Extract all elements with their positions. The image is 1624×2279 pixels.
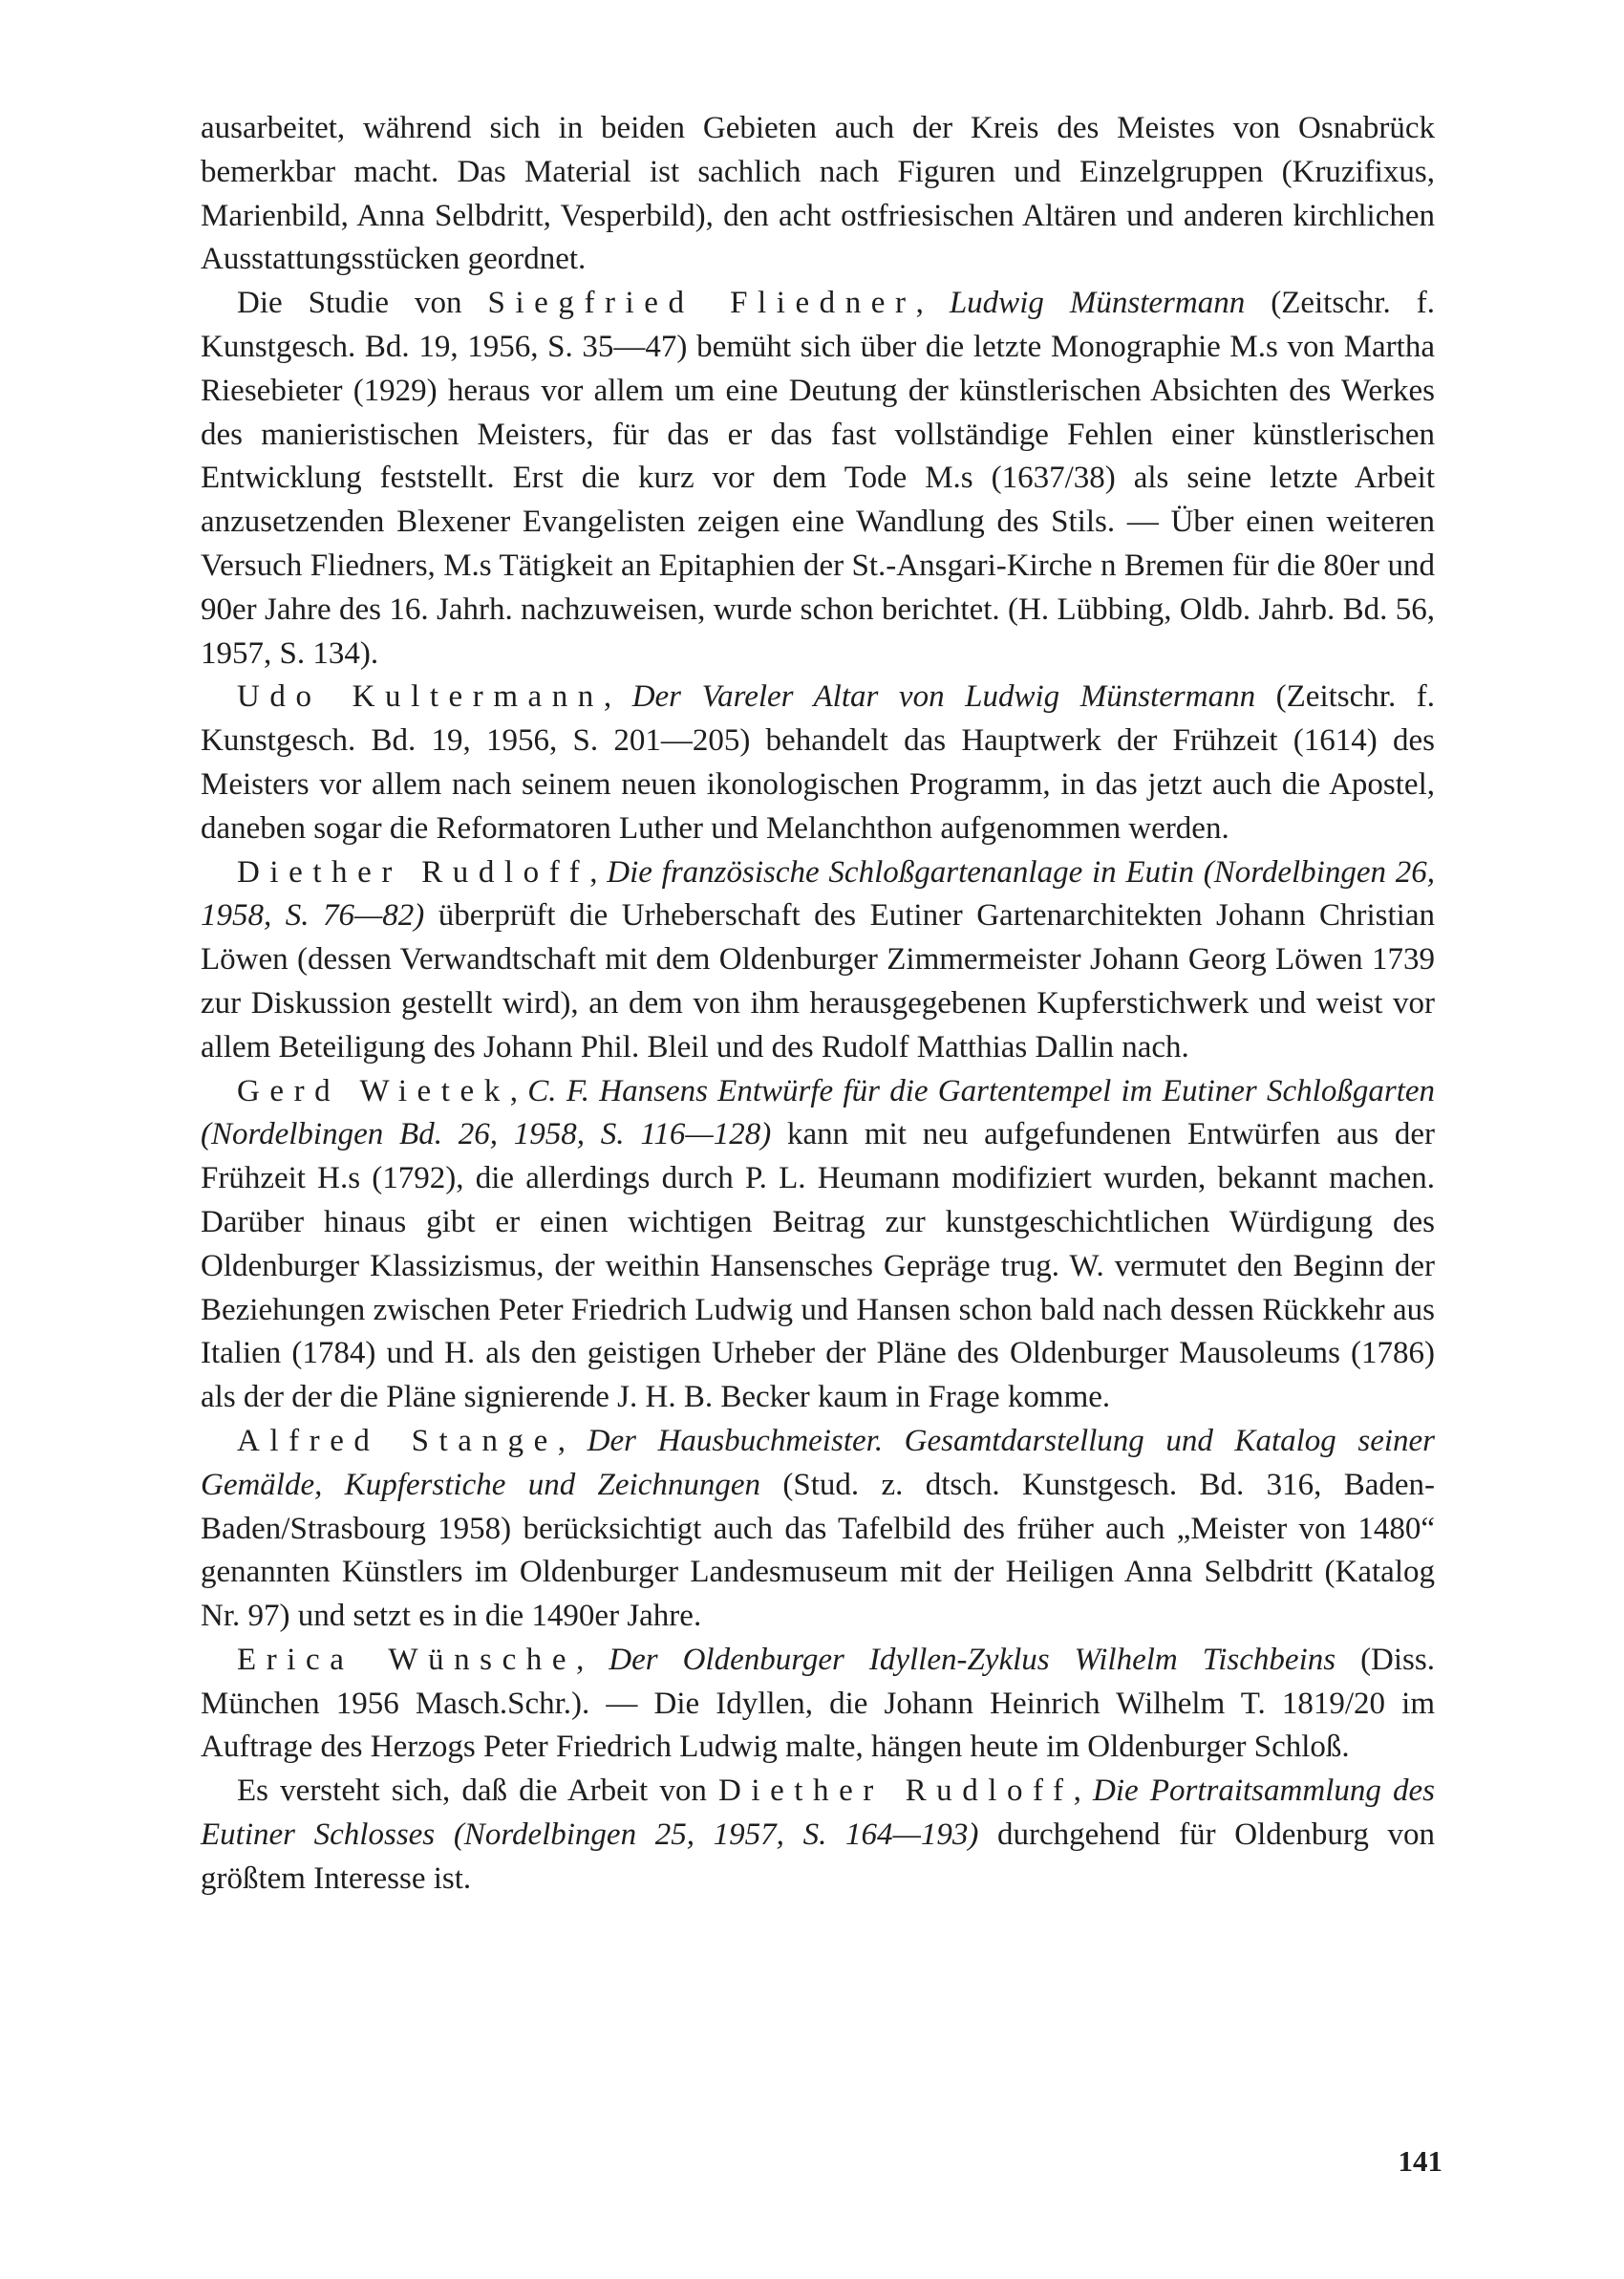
work-title: Der Oldenburger Idyllen-Zyklus Wilhelm Tischbeins	[609, 1642, 1336, 1677]
work-title: Der Hausbuchmeister. Gesamtdarstellung und Katalog seiner Gemälde, Kupferstiche und Zeichnungen	[201, 1423, 1435, 1502]
work-title: Die Portraitsammlung des Eutiner Schlosses (Nordelbingen 25, 1957, S. 164—193)	[201, 1774, 1435, 1853]
author-name: Alfred Stange	[237, 1423, 558, 1458]
body-text: ,	[1073, 1774, 1093, 1809]
author-name: Siegfried Fliedner	[487, 286, 916, 321]
body-text: ausarbeitet, während sich in beiden Gebieten auch der Kreis des Meistes von Osnabrück bemerkbar macht. Das Material ist sachlich nach Figuren und Einzelgruppen (Kruzifixus, Marienbild, Anna Selbdritt, Vesperbild), den acht ostfriesischen Altären und anderen kirchlichen Ausstattungsstücken geordnet.	[201, 111, 1435, 277]
body-text: Es versteht sich, daß die Arbeit von	[237, 1774, 718, 1809]
body-text: Die Studie von	[237, 286, 488, 321]
body-text: ,	[603, 679, 632, 715]
paragraph	[201, 282, 1435, 676]
work-title: Der Vareler Altar von Ludwig Münstermann	[631, 679, 1256, 715]
author-name: Diether Rudloff	[237, 854, 590, 890]
body-text: ,	[915, 286, 950, 321]
work-title: C. F. Hansens Entwürfe für die Gartentempel im Eutiner Schloßgarten (Nordelbingen Bd. 26, 1958, S. 116—128)	[201, 1073, 1436, 1152]
paragraph	[201, 676, 1435, 850]
body-text: ,	[589, 854, 608, 890]
document-page	[201, 107, 1435, 1902]
author-name: Diether Rudloff	[717, 1774, 1074, 1809]
body-text: (Diss. München 1956 Masch.Schr.). — Die Idyllen, die Johann Heinrich Wilhelm T. 1819/20 im Auftrage des Herzogs Peter Friedrich Ludwig malte, hängen heute im Oldenburger Schloß.	[201, 1642, 1435, 1765]
paragraph	[201, 1070, 1435, 1420]
body-text: durchgehend für Oldenburg von größtem Interesse ist.	[201, 1817, 1436, 1896]
body-text: (Stud. z. dtsch. Kunstgesch. Bd. 316, Baden-Baden/Strasbourg 1958) berücksichtigt auch das Tafelbild des früher auch „Meister von 1480“ genannten Künstlers im Oldenburger Landesmuseum mit der Heiligen Anna Selbdritt (Katalog Nr. 97) und setzt es in die 1490er Jahre.	[201, 1467, 1435, 1634]
body-text: (Zeitschr. f. Kunstgesch. Bd. 19, 1956, S. 35—47) bemüht sich über die letzte Monographie M.s von Martha Riesebieter (1929) heraus vor allem um eine Deutung der künstlerischen Absichten des Werkes des manieristischen Meisters, für das er das fast vollständige Fehlen einer künstlerischen Entwicklung feststellt. Erst die kurz vor dem Tode M.s (1637/38) als seine letzte Arbeit anzusetzenden Blexener Evangelisten zeigen eine Wandlung des Stils. — Über einen weiteren Versuch Fliedners, M.s Tätigkeit an Epitaphien der St.-Ansgari-Kirche n Bremen für die 80er und 90er Jahre des 16. Jahrh. nachzuweisen, wurde schon berichtet. (H. Lübbing, Oldb. Jahrb. Bd. 56, 1957, S. 134).	[201, 286, 1436, 671]
work-title: Ludwig Münstermann	[949, 286, 1246, 321]
paragraph	[201, 1770, 1435, 1901]
body-text: kann mit neu aufgefundenen Entwürfen aus der Frühzeit H.s (1792), die allerdings durch P. L. Heumann modifiziert wurden, bekannt machen. Darüber hinaus gibt er einen wichtigen Beitrag zur kunstgeschichtlichen Würdigung des Oldenburger Klassizismus, der weithin Hansensches Gepräge trug. W. vermutet den Beginn der Beziehungen zwischen Peter Friedrich Ludwig und Hansen schon bald nach dessen Rückkehr aus Italien (1784) und H. als den geistigen Urheber der Pläne des Oldenburger Mausoleums (1786) als der der die Pläne signierende J. H. B. Becker kaum in Frage komme.	[201, 1117, 1435, 1415]
page-number: 141	[1398, 2144, 1442, 2178]
paragraph	[201, 851, 1435, 1070]
body-text: (Zeitschr. f. Kunstgesch. Bd. 19, 1956, S. 201—205) behandelt das Hauptwerk der Frühzeit (1614) des Meisters vor allem nach seinem neuen ikonologischen Programm, in das jetzt auch die Apostel, daneben sogar die Reformatoren Luther und Melanchthon aufgenommen werden.	[201, 679, 1436, 846]
work-title: Die französische Schloßgartenanlage in Eutin (Nordelbingen 26, 1958, S. 76—82)	[201, 854, 1435, 934]
body-text: ,	[557, 1423, 588, 1458]
author-name: Erica Wünsche	[237, 1642, 577, 1677]
body-text: ,	[509, 1073, 528, 1108]
body-text: überprüft die Urheberschaft des Eutiner Gartenarchitekten Johann Christian Löwen (dessen Verwandtschaft mit dem Oldenburger Zimmermeister Johann Georg Löwen 1739 zur Diskussion gestellt wird), an dem von ihm herausgegebenen Kupferstichwerk und weist vor allem Beteiligung des Johann Phil. Bleil und des Rudolf Matthias Dallin nach.	[201, 898, 1435, 1064]
paragraph	[201, 1420, 1435, 1639]
body-text: ,	[576, 1642, 609, 1677]
author-name: Gerd Wietek	[237, 1073, 510, 1108]
author-name: Udo Kultermann	[237, 679, 604, 715]
paragraph	[201, 1639, 1435, 1770]
paragraph	[201, 107, 1435, 282]
